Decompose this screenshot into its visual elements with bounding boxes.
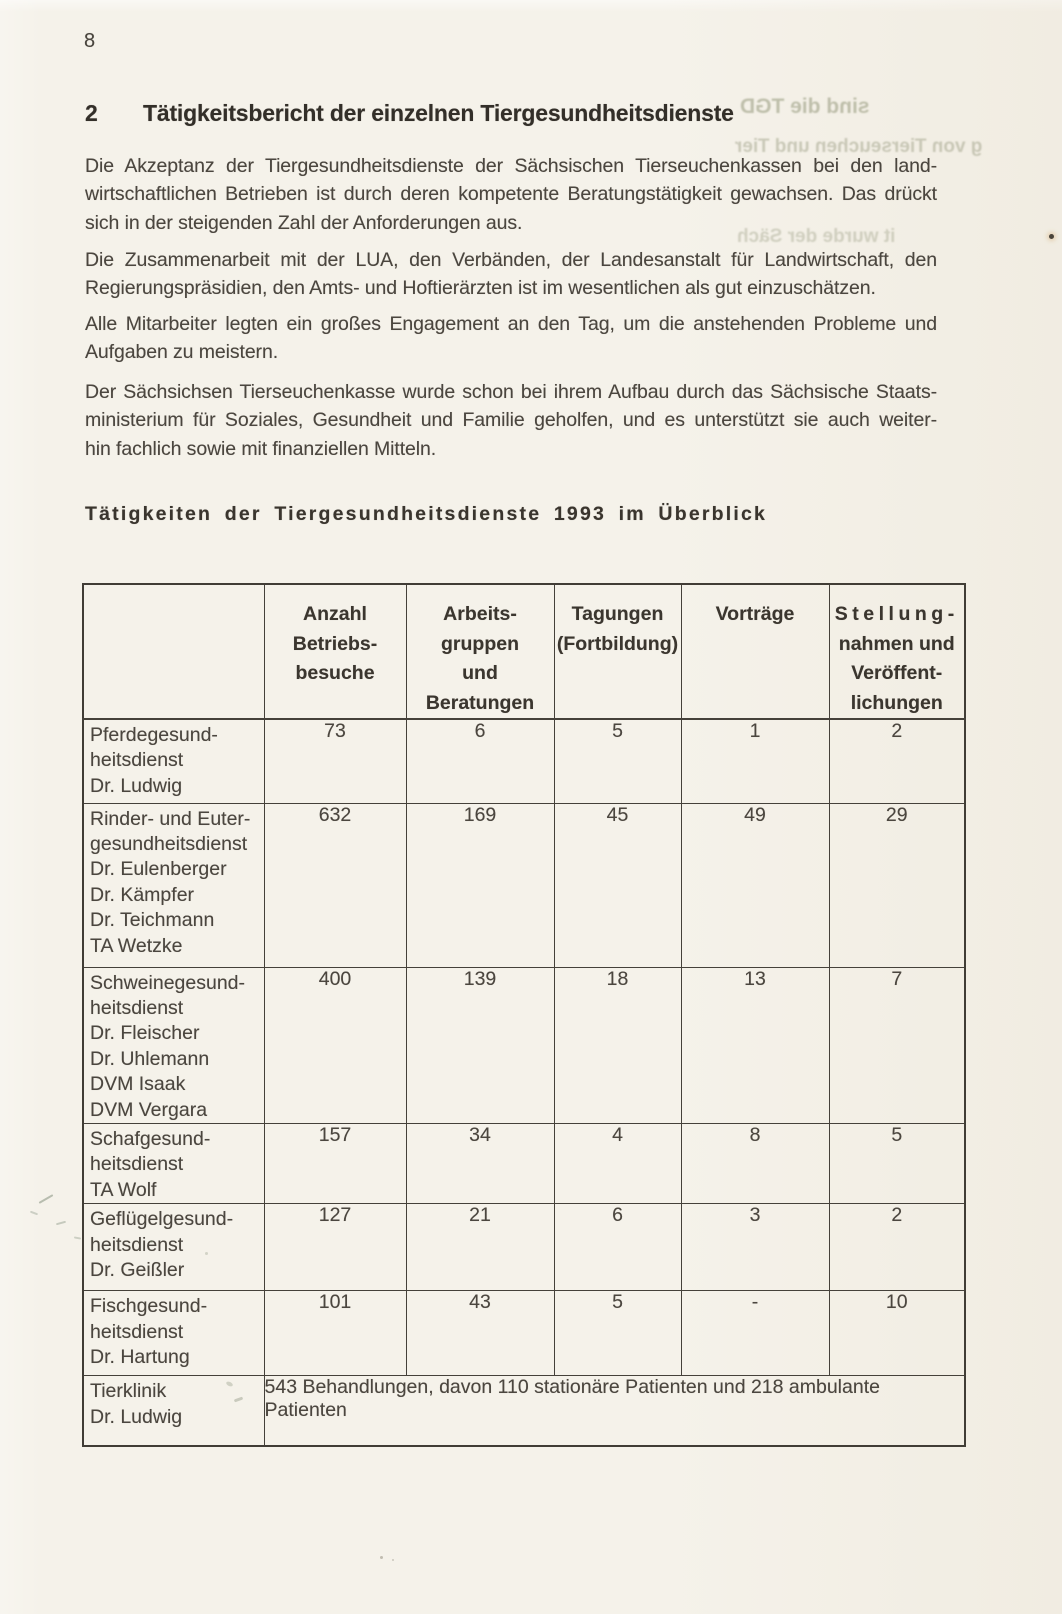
label-line: Dr. Teichmann bbox=[90, 909, 215, 932]
cell-value: 49 bbox=[681, 803, 829, 967]
header-line: nahmen und bbox=[838, 632, 955, 655]
cell-value: 127 bbox=[264, 1204, 406, 1291]
label-line: heitsdienst bbox=[90, 996, 184, 1019]
tierklinik-summary-cell: 543 Behandlungen, davon 110 stationäre Patienten und 218 ambulante Patienten bbox=[264, 1376, 965, 1446]
row-label-schafgesundheitsdienst bbox=[83, 1123, 264, 1203]
paragraph-4 bbox=[85, 378, 937, 463]
label-line: heitsdienst bbox=[90, 1153, 184, 1176]
scan-speck bbox=[30, 1211, 38, 1216]
paragraph-1 bbox=[85, 152, 937, 237]
bleedthrough-text: g von Tierseuchen und Tier bbox=[735, 136, 983, 157]
header-cell-tagungen bbox=[554, 584, 681, 719]
cell-value: 1 bbox=[681, 719, 829, 803]
cell-value: 18 bbox=[554, 967, 681, 1123]
label-line: Fischgesund- bbox=[90, 1295, 208, 1318]
cell-value: - bbox=[681, 1291, 829, 1376]
header-cell-stellungnahmen bbox=[829, 584, 965, 719]
header-line: Vorträge bbox=[715, 603, 795, 625]
label-line: Dr. Geißler bbox=[90, 1258, 185, 1281]
cell-value: 13 bbox=[681, 967, 829, 1123]
cell-value: 73 bbox=[264, 719, 406, 803]
table-row bbox=[83, 967, 965, 1123]
label-line: Dr. Fleischer bbox=[90, 1022, 200, 1045]
label-line: gesundheitsdienst bbox=[90, 832, 248, 855]
cell-value: 45 bbox=[554, 803, 681, 967]
scan-speck bbox=[56, 1221, 66, 1226]
paragraph-line: Aufgaben zu meistern. bbox=[85, 341, 279, 364]
label-line: Tierklinik bbox=[90, 1380, 167, 1403]
paragraph-2 bbox=[85, 246, 937, 303]
header-line: Veröffent- bbox=[851, 662, 943, 684]
header-line: Anzahl bbox=[303, 603, 367, 625]
paragraph-line: ministerium für Soziales, Gesundheit und Familie geholfen, und es unterstützt sie auch weiter- bbox=[85, 409, 937, 432]
header-line: und bbox=[462, 662, 498, 684]
cell-value: 632 bbox=[264, 803, 406, 967]
cell-value: 29 bbox=[829, 803, 965, 967]
scan-speck bbox=[205, 1252, 208, 1255]
header-cell-empty bbox=[83, 584, 264, 719]
row-label-gefluegelgesundheitsdienst bbox=[83, 1204, 264, 1291]
cell-value: 8 bbox=[681, 1123, 829, 1203]
paragraph-line: Alle Mitarbeiter legten ein großes Engagement an den Tag, um die anstehenden Probleme und bbox=[85, 313, 937, 335]
overview-table bbox=[82, 583, 966, 1447]
table-row bbox=[83, 803, 965, 967]
header-line: (Fortbildung) bbox=[556, 632, 679, 655]
paragraph-line: Regierungspräsidien, den Amts- und Hoftierärzten ist im wesentlichen als gut einzuschätzen. bbox=[85, 277, 876, 300]
row-label-pferdegesundheitsdienst bbox=[83, 719, 264, 803]
header-line: Stellung- bbox=[834, 603, 959, 625]
scan-speck bbox=[392, 1559, 394, 1561]
row-label-tierklinik bbox=[83, 1376, 264, 1446]
section-number: 2 bbox=[85, 100, 98, 126]
label-line: Dr. Kämpfer bbox=[90, 883, 195, 906]
header-cell-arbeitsgruppen bbox=[406, 584, 554, 719]
cell-value: 10 bbox=[829, 1291, 965, 1376]
label-line: Schafgesund- bbox=[90, 1127, 211, 1150]
cell-value: 3 bbox=[681, 1204, 829, 1291]
scan-speck bbox=[1049, 234, 1054, 239]
header-line: Betriebs- bbox=[292, 632, 378, 655]
label-line: Dr. Ludwig bbox=[90, 774, 183, 797]
header-line: Arbeits- bbox=[443, 603, 517, 625]
header-line: Tagungen bbox=[571, 603, 664, 625]
label-line: Dr. Ludwig bbox=[90, 1405, 183, 1428]
label-line: heitsdienst bbox=[90, 1320, 184, 1343]
cell-value: 400 bbox=[264, 967, 406, 1123]
section-heading bbox=[85, 100, 945, 127]
paragraph-line: Die Zusammenarbeit mit der LUA, den Verbänden, der Landesanstalt für Landwirtschaft, den bbox=[85, 249, 937, 271]
cell-value: 6 bbox=[554, 1204, 681, 1291]
bleedthrough-text: it wurde der Säch bbox=[737, 226, 896, 247]
label-line: DVM Isaak bbox=[90, 1073, 186, 1096]
paragraph-line: hin fachlich sowie mit finanziellen Mitteln. bbox=[85, 437, 437, 460]
label-line: Dr. Eulenberger bbox=[90, 858, 227, 881]
cell-value: 34 bbox=[406, 1123, 554, 1203]
cell-value: 5 bbox=[554, 719, 681, 803]
label-line: heitsdienst bbox=[90, 1233, 184, 1256]
cell-value: 43 bbox=[406, 1291, 554, 1376]
header-line: Beratungen bbox=[425, 691, 535, 714]
bleedthrough-text: sind die TGD bbox=[740, 95, 870, 118]
cell-value: 139 bbox=[406, 967, 554, 1123]
paragraph-line: Die Akzeptanz der Tiergesundheitsdienste der Sächsischen Tierseuchenkassen bei den land- bbox=[85, 155, 937, 177]
paragraph-line: Der Sächsichsen Tierseuchenkasse wurde schon bei ihrem Aufbau durch das Sächsische Staats- bbox=[85, 381, 937, 403]
cell-value: 7 bbox=[829, 967, 965, 1123]
cell-value: 5 bbox=[554, 1291, 681, 1376]
header-line: lichungen bbox=[850, 691, 943, 714]
header-cell-betriebsbesuche bbox=[264, 584, 406, 719]
cell-value: 101 bbox=[264, 1291, 406, 1376]
cell-value: 21 bbox=[406, 1204, 554, 1291]
label-line: Geflügelgesund- bbox=[90, 1208, 234, 1231]
table-row bbox=[83, 1204, 965, 1291]
row-label-fischgesundheitsdienst bbox=[83, 1291, 264, 1376]
label-line: Pferdegesund- bbox=[90, 724, 218, 746]
cell-value: 2 bbox=[829, 719, 965, 803]
paragraph-line: sich in der steigenden Zahl der Anforderungen aus. bbox=[85, 211, 523, 234]
label-line: TA Wetzke bbox=[90, 934, 183, 957]
cell-value: 169 bbox=[406, 803, 554, 967]
paragraph-line: wirtschaftlichen Betrieben ist durch deren kompetente Beratungstätigkeit gewachsen. Das drückt bbox=[85, 183, 937, 206]
cell-value: 5 bbox=[829, 1123, 965, 1203]
table-row bbox=[83, 1291, 965, 1376]
row-label-rindergesundheitsdienst bbox=[83, 803, 264, 967]
header-line: gruppen bbox=[441, 632, 519, 655]
scan-speck bbox=[74, 1236, 81, 1239]
paragraph-3 bbox=[85, 310, 937, 367]
scan-speck bbox=[39, 1194, 54, 1204]
table-row bbox=[83, 719, 965, 803]
header-cell-vortraege bbox=[681, 584, 829, 719]
label-line: DVM Vergara bbox=[90, 1098, 208, 1121]
label-line: TA Wolf bbox=[90, 1178, 157, 1201]
page-number: 8 bbox=[84, 30, 96, 52]
cell-value: 157 bbox=[264, 1123, 406, 1203]
label-line: Schweinegesund- bbox=[90, 971, 246, 994]
scan-speck bbox=[150, 1240, 153, 1243]
row-label-schweinegesundheitsdienst bbox=[83, 967, 264, 1123]
cell-value: 6 bbox=[406, 719, 554, 803]
table-row bbox=[83, 1376, 965, 1446]
section-title: Tätigkeitsbericht der einzelnen Tiergesundheitsdienste bbox=[143, 100, 734, 126]
header-line: besuche bbox=[295, 662, 375, 684]
table-row bbox=[83, 1123, 965, 1203]
table-title: Tätigkeiten der Tiergesundheitsdienste 1993 im Überblick bbox=[85, 503, 768, 525]
cell-value: 2 bbox=[829, 1204, 965, 1291]
label-line: Dr. Hartung bbox=[90, 1345, 190, 1368]
label-line: heitsdienst bbox=[90, 749, 184, 772]
scan-speck bbox=[380, 1556, 383, 1559]
label-line: Dr. Uhlemann bbox=[90, 1047, 210, 1070]
label-line: Rinder- und Euter- bbox=[90, 807, 251, 830]
cell-value: 4 bbox=[554, 1123, 681, 1203]
